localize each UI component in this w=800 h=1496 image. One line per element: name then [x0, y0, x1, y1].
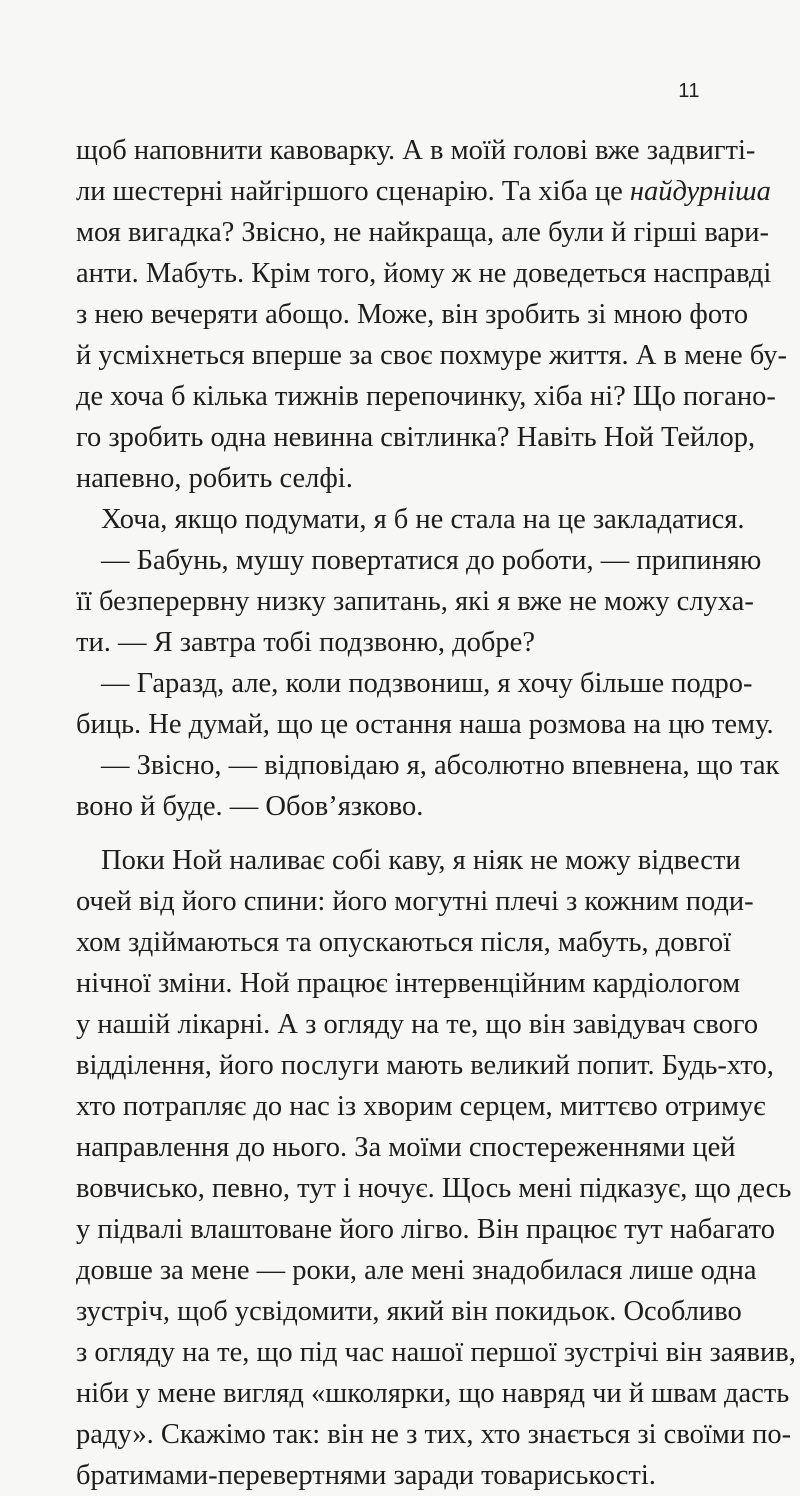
- text-line: з нею вечеряти абощо. Може, він зробить зі мною фото: [76, 299, 749, 330]
- text-line: напевно, робить селфі.: [76, 463, 353, 494]
- text-line: воно й буде. — Обов’язково.: [76, 791, 424, 822]
- text-line: у нашій лікарні. А з огляду на те, що він завідувач свого: [76, 1009, 759, 1040]
- page-number: 11: [678, 80, 700, 102]
- text-line: — Звісно, — відповідаю я, абсолютно впевнена, що так: [101, 750, 780, 781]
- text-line: її безперервну низку запитань, які я вже не можу слуха-: [76, 586, 754, 617]
- text-line: биць. Не думай, що це остання наша розмова на цю тему.: [76, 709, 774, 740]
- page-text: [76, 130, 796, 1496]
- text-line: й усміхнеться вперше за своє похмуре життя. А в мене бу-: [76, 340, 787, 371]
- text-line: направлення до нього. За моїми спостереженнями цей: [76, 1132, 736, 1163]
- text-line: го зробить одна невинна світлинка? Навіть Ной Тейлор,: [76, 422, 756, 453]
- text-line: довше за мене — роки, але мені знадобилася лише одна: [76, 1255, 757, 1286]
- emphasized-word: найдурніша: [629, 176, 771, 207]
- text-line: братимами-перевертнями заради товариськості.: [76, 1460, 656, 1491]
- text-line: хом здіймаються та опускаються після, мабуть, довгої: [76, 927, 732, 958]
- text-line: де хоча б кілька тижнів перепочинку, хіба ні? Що погано-: [76, 381, 776, 412]
- text-line: відділення, його послуги мають великий попит. Будь-хто,: [76, 1050, 774, 1081]
- text-line: — Гаразд, але, коли подзвониш, я хочу більше подро-: [101, 668, 753, 699]
- text-line: нічної зміни. Ной працює інтервенційним кардіологом: [76, 968, 741, 999]
- text-line: Хоча, якщо подумати, я б не стала на це закладатися.: [101, 504, 745, 535]
- text-line: моя вигадка? Звісно, не найкраща, але були й гірші вари-: [76, 217, 770, 248]
- text-line: анти. Мабуть. Крім того, йому ж не доведеться насправді: [76, 258, 772, 289]
- text-line: Поки Ной наливає собі каву, я ніяк не можу відвести: [101, 845, 741, 876]
- text-line: ти. — Я завтра тобі подзвоню, добре?: [76, 627, 535, 658]
- text-line: [76, 171, 771, 212]
- text-line: очей від його спини: його могутні плечі з кожним поди-: [76, 886, 754, 917]
- text-line: хто потрапляє до нас із хворим серцем, миттєво отримує: [76, 1091, 766, 1122]
- text-line: вовчисько, певно, тут і ночує. Щось мені підказує, що десь: [76, 1173, 792, 1204]
- text-line: раду». Скажімо так: він не з тих, хто знається зі своїми по-: [76, 1419, 792, 1450]
- text-line: — Бабунь, мушу повертатися до роботи, — припиняю: [101, 545, 762, 576]
- text-line: щоб наповнити кавоварку. А в моїй голові вже задвигті-: [76, 135, 756, 166]
- text-line: ніби у мене вигляд «школярки, що навряд чи й швам дасть: [76, 1378, 790, 1409]
- text-line: у підвалі влаштоване його лігво. Він працює тут набагато: [76, 1214, 775, 1245]
- text-line-part: ли шестерні найгіршого сценарію. Та хіба це: [76, 176, 630, 207]
- text-line: з огляду на те, що під час нашої першої зустрічі він заявив,: [76, 1337, 796, 1368]
- text-line: зустріч, щоб усвідомити, який він покидьок. Особливо: [76, 1296, 742, 1327]
